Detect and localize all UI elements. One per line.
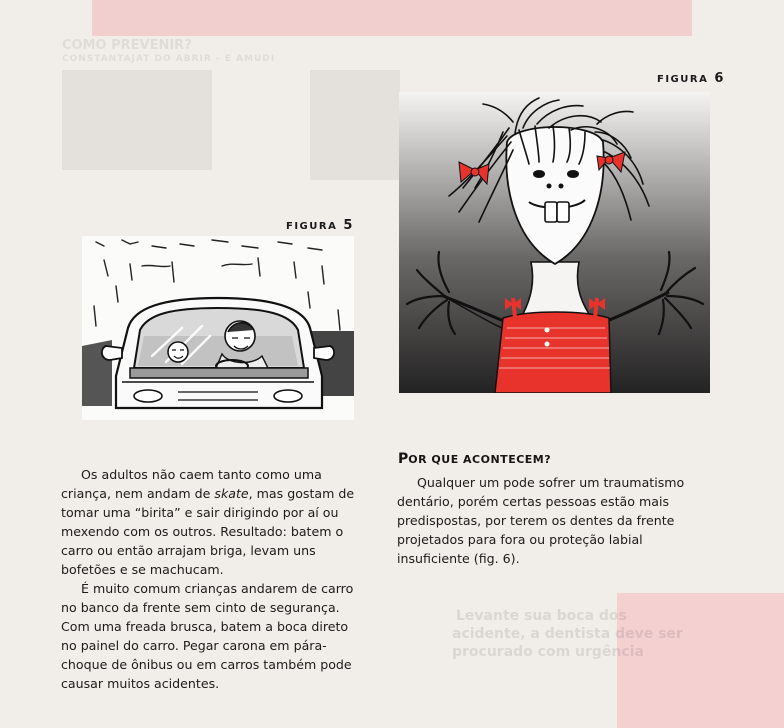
bleed-through-bottom-1: Levante sua boca dos: [456, 608, 627, 624]
figure-5-label: FIGURA: [286, 221, 338, 232]
left-paragraph-1-part-a: Os adultos não caem tanto como uma criança, nem andam de: [61, 467, 322, 501]
bleed-through-photo-1: [62, 70, 212, 170]
figure-6-number: 6: [714, 71, 724, 86]
top-pink-band: [92, 0, 692, 36]
figure-6-caption: [657, 71, 723, 86]
right-paragraph: Qualquer um pode sofrer um traumatismo dentário, porém certas pessoas estão mais predispostas, por terem os dentes da frente projetados para fora ou proteção labial insuficiente (fig. 6).: [397, 475, 685, 566]
section-heading: [398, 451, 551, 467]
car-crash-drawing: [82, 236, 354, 420]
left-paragraph-1: [61, 465, 361, 579]
left-paragraph-1-part-b: , mas gostam de tomar uma “birita” e sair dirigindo por aí ou mexendo com os outros. Resultado: batem o carro ou então arrajam briga, levam uns bofetões e se machucam.: [61, 486, 355, 577]
left-paragraph-2: É muito comum crianças andarem de carro no banco da frente sem cinto de segurança. Com uma freada brusca, batem a boca direto no painel do carro. Pegar carona em pára-choque de ônibus ou em carros também pode causar muitos acidentes.: [61, 581, 354, 691]
bottom-pink-block: [617, 593, 784, 728]
bleed-through-heading-2: CONSTANTAJAT DO ABRIR - E AMUDI: [62, 54, 276, 64]
bleed-through-bottom-3: procurado com urgência: [452, 644, 644, 660]
left-column-text: [61, 465, 361, 693]
figure-5-caption: [286, 218, 352, 233]
left-paragraph-1-italic-word: skate: [214, 486, 249, 501]
girl-with-protruding-teeth-drawing: [399, 92, 710, 393]
section-heading-rest: OR QUE ACONTECEM?: [408, 453, 552, 466]
figure-6-label: FIGURA: [657, 74, 709, 85]
bleed-through-bottom-2: acidente, a dentista deve ser: [452, 626, 683, 642]
bleed-through-photo-2: [310, 70, 400, 180]
figure-5-number: 5: [343, 218, 353, 233]
section-heading-initial: P: [398, 451, 409, 467]
bleed-through-heading-1: COMO PREVENIR?: [62, 38, 192, 53]
figure-6-girl-illustration: [399, 92, 710, 393]
figure-5-car-illustration: [82, 236, 354, 420]
right-column-text: [397, 473, 715, 568]
